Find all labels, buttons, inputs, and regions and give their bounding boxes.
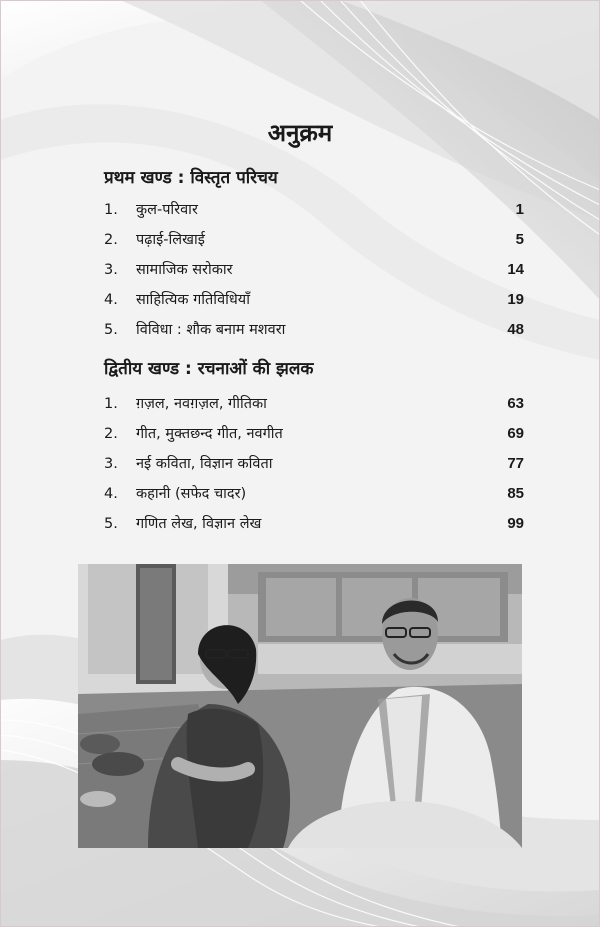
- toc-entry[interactable]: [104, 513, 524, 535]
- toc-entry-title: गणित लेख, विज्ञान लेख: [136, 516, 262, 532]
- toc-entry-page: 14: [507, 261, 524, 278]
- toc-entry-title: कुल-परिवार: [136, 202, 198, 218]
- toc-title: अनुक्रम: [267, 118, 333, 147]
- toc-entry-title: विविधा : शौक बनाम मशवरा: [136, 322, 286, 338]
- photo-illustration: [78, 564, 522, 848]
- toc-entry-number: 4.: [104, 292, 118, 308]
- toc-entry[interactable]: [104, 483, 524, 505]
- toc-entry-title: साहित्यिक गतिविधियाँ: [136, 292, 250, 308]
- toc-entry[interactable]: [104, 453, 524, 475]
- toc-entry-page: 77: [507, 455, 524, 472]
- toc-entry[interactable]: [104, 259, 524, 281]
- toc-entry-page: 5: [515, 231, 524, 248]
- toc-entry-number: 2.: [104, 426, 118, 442]
- toc-entry-page: 1: [515, 201, 524, 218]
- toc-entry-title: नई कविता, विज्ञान कविता: [136, 456, 273, 472]
- toc-entry-page: 48: [507, 321, 524, 338]
- toc-entry-title: पढ़ाई-लिखाई: [136, 232, 205, 248]
- toc-entry-title: गीत, मुक्तछन्द गीत, नवगीत: [136, 426, 283, 442]
- toc-entry-page: 19: [507, 291, 524, 308]
- toc-entry-title: ग़ज़ल, नवग़ज़ल, गीतिका: [136, 396, 267, 412]
- toc-entry-number: 4.: [104, 486, 118, 502]
- toc-entry-number: 1.: [104, 202, 118, 218]
- toc-entry-number: 1.: [104, 396, 118, 412]
- section-title-1: प्रथम खण्ड : विस्तृत परिचय: [104, 168, 278, 188]
- toc-entry-number: 5.: [104, 322, 118, 338]
- toc-entry-page: 99: [507, 515, 524, 532]
- toc-entry[interactable]: [104, 319, 524, 341]
- toc-entry-title: सामाजिक सरोकार: [136, 262, 233, 278]
- toc-entry-number: 3.: [104, 456, 118, 472]
- toc-entry[interactable]: [104, 229, 524, 251]
- toc-entry-number: 5.: [104, 516, 118, 532]
- toc-entry-title: कहानी (सफेद चादर): [136, 486, 247, 502]
- toc-entry-page: 69: [507, 425, 524, 442]
- toc-entry-page: 63: [507, 395, 524, 412]
- toc-entry[interactable]: [104, 289, 524, 311]
- toc-entry-page: 85: [507, 485, 524, 502]
- toc-entry-number: 3.: [104, 262, 118, 278]
- toc-entry[interactable]: [104, 423, 524, 445]
- toc-entry[interactable]: [104, 393, 524, 415]
- photograph: [78, 564, 522, 848]
- toc-entry[interactable]: [104, 199, 524, 221]
- section-title-2: द्वितीय खण्ड : रचनाओं की झलक: [104, 359, 314, 379]
- toc-entry-number: 2.: [104, 232, 118, 248]
